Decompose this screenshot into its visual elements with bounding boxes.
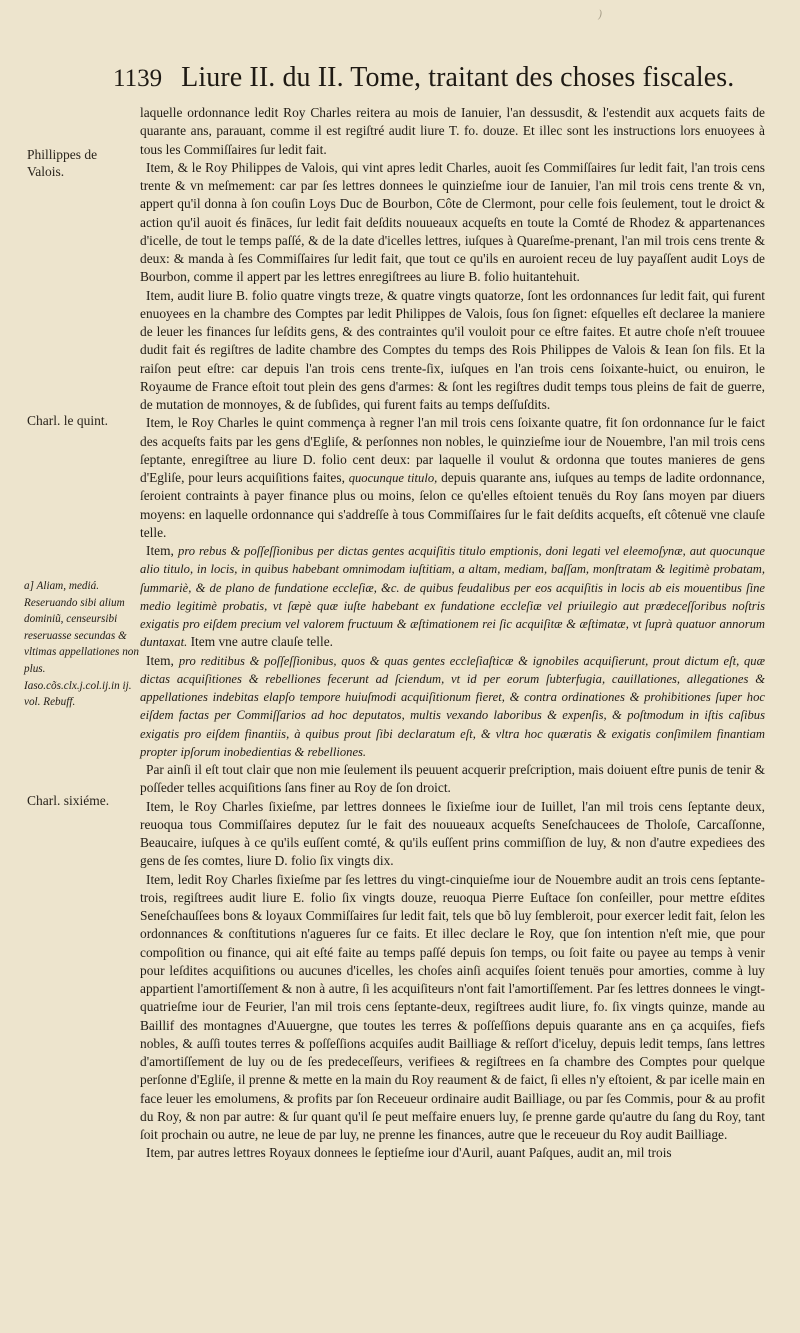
paragraph-9	[140, 871, 765, 1145]
paragraph-10-text: par autres lettres Royaux donnees le ſeptieſme iour d'Auril, auant Paſques, audit an, mil trois	[177, 1145, 672, 1161]
main-text-block	[140, 104, 765, 1163]
paragraph-4-end: depuis quarante ans, iuſques au temps de ladite ordonnance, ſeroient contraints à payer finance plus ou moins, ſelon ce qu'elles eſtoient tenuës du Roy ſans moyen par diuers moyens: en laquelle ordonnance qui s'addreſſe à tous Commiſſaires ſur le fait deſdits acqueſts, eſt côtenuë vne clauſe telle.	[140, 470, 765, 540]
paragraph-5-end: Item vne autre clauſe telle.	[190, 634, 333, 650]
paragraph-6	[140, 652, 765, 762]
running-header	[113, 62, 763, 102]
paragraph-9-text: ledit Roy Charles ſixieſme par ſes lettres du vingt-cinquieſme iour de Nouembre audit an trois cens ſeptante-trois, regiſtrees audit liure E. folio ſix vingts douze, reuoqua Pierre Euſtace ſon conſeiller, pour mettre eſdites Seneſchauſſees bons & loyaux Commiſſaires ſur ledit fait, tels que bõ luy ſembleroit, pour exercer ledit fait, ſelon les ordonnances & conſtitutions n'agueres ſur ce faits. Et illec declare le Roy, que ſon intention n'eſt mie, que pour compoſition ou finance, qui ait eſté faite au temps paſſé depuis ſon temps, ou ſoit faite ou payee au temps à venir pour leſdites acquiſitions ou aucunes d'icelles, les choſes ainſi acquiſes ſoient tenuës pour amorties, comme à luy appartient l'amortiſſement & non à autre, ſi les acquiſiteurs n'ont fait l'amortiſſement. Par ſes lettres donnees le vingt-quatrieſme iour de Feurier, l'an mil trois cens ſeptante-deux, regiſtrees audit liure, fo. ſix vingts quinze, mande au Baillif des montagnes d'Auuergne, que toutes les terres & poſſeſſions depuis quarante ans en ça acquiſes, fiefs nobles, & auſſi toutes terres & poſſeſſions acquiſes audit Bailliage & reſſort d'iceluy, depuis ledit temps, ſans lettres d'amortiſſement de luy ou de ſes predeceſſeurs, verifiees & regiſtrees en ſa chambre des Comptes pour quelque perſonne d'Egliſe, il prenne & mette en la main du Roy reaument & de faict, ſi elles n'y eſtoient, & par icelle main en face leuer les emolumens, & profits par ſon Receueur ordinaire audit Bailliage, ou par ſes Commis, pour & au profit du Roy, & non par autre: & ſur quant qu'il ſe peut meſfaire enuers luy, ſe prenne garde qu'autre du ſang du Roy, tant ſoit prochain ou autre, ne leue de par luy, ne prenne les finances, autre que le receueur du Roy audit Bailliage.	[140, 871, 765, 1142]
item-lead: Item,	[146, 652, 174, 668]
item-lead: Item,	[146, 871, 174, 887]
paragraph-10	[140, 1144, 765, 1162]
paragraph-4	[140, 414, 765, 542]
paragraph-8-text: le Roy Charles ſixieſme, par lettres donnees le ſixieſme iour de Iuillet, l'an mil trois cens ſeptante deux, reuoqua tous Commiſſaires deputez ſur le fait des nouueaux acqueſts Seneſchaucees de Tholoſe, Carcaſſonne, Beaucaire, iuſques à ce qu'ils euſſent comté, & qu'ils euſſent prins commiſſion de luy, & non d'autre expediees des gens de ſes comtes, liure D. folio ſix vingts dix.	[140, 798, 765, 869]
item-lead: Item,	[146, 287, 174, 303]
paragraph-3	[140, 287, 765, 415]
pencil-mark: )	[598, 8, 603, 21]
item-lead: Item,	[146, 543, 174, 558]
latin-clause-1: pro rebus & poſſeſſionibus per dictas gentes acquiſitis titulo emptionis, doni legati vel eleemoſynæ, aut quocunque alio titulo, in locis, in quibus habebant omnimodam iuſtitiam, a altam, mediam, baſſam, monſtratam & legitimè probatam, ſummariè, & de plano de fundatione eccleſiæ, &c. de quibus feudalibus per eos acquiſitis in locis ab eis mouentibus ſine medio legitimè probatis, vt ſæpè quæ iuſte habebant ex fundatione eccleſiæ vel priuilegio aut prædeceſſoribus noſtris exigatis pro eiſdem precium vel valorem fructuum & æſtimationem rei ſic acquiſitæ & æſtimatæ, vt ſuprà quatuor annorum duntaxat.	[140, 544, 765, 650]
paragraph-8	[140, 798, 765, 871]
paragraph-2-text: & le Roy Philippes de Valois, qui vint apres ledit Charles, auoit ſes Commiſſaires ſur ledit fait, l'an trois cens trente & vn meſmement: car par ſes lettres donnees le quinzieſme iour de Ianuier, l'an mil trois cens trente & vn, appert qu'il donna à ſon couſin Loys Duc de Bourbon, Côte de Clermont, pour celle fois ſeulement, tout le droict & action qu'il auoit és fināces, ſur ledit fait deſdits nouueaux acqueſts en toute la Comté de Rhodez & appartenances d'icelle, de tout le temps paſſé, & de la date d'icelles lettres, iuſques à Quareſme-prenant, l'an mil trois cens trente & deux: & manda à ſes Commiſſaires ſur ledit fait, que tout ce qu'ils en auroient receu de luy payaſſent audit Loys de Bourbon, comme il appert par les lettres enregiſtrees au liure B. folio huitantehuit.	[140, 159, 765, 285]
folio-number: 1139	[113, 65, 163, 92]
latin-quote: quocunque titulo,	[348, 471, 438, 485]
paragraph-3-text: audit liure B. folio quatre vingts treze, & quatre vingts quatorze, ſont les ordonnances ſur ledit fait, qui furent enuoyees en la chambre des Comptes par ledit Philippes de Valois, ſous ſon ſignet: eſquelles eſt declaree la maniere de leuer les finances ſur leſdits gens, & des contraintes qu'il vouloit pour ce eſtre faites. Et autre choſe n'eſt trouuee dudit fait és regiſtres de ladite chambre des Comptes du temps des Rois Philippes de Valois & Iean ſon fils. Et la raiſon peut eſtre: car depuis l'an trois cens trente-ſix, iuſques en l'an trois cens ſoixante-huict, ou enuiron, le Royaume de France eſtoit tout plein des gens d'armes: & ſont les regiſtres dudit temps tous pleins de fait de guerre, de mutation de monnoyes, & de ſubſides, qui furent faits au temps deſſuſdits.	[140, 287, 765, 412]
margin-note-aliam: a] Aliam, mediá. Reseruando sibi alium dominiũ, censeursibi reseruasse secundas & vltimas appellationes non plus. Iaso.cõs.clx.j.col.ij.in ij. vol. Rebuff.	[24, 580, 139, 709]
latin-clause-2: pro reditibus & poſſeſſionibus, quos & quas gentes eccleſiaſticæ & ignobiles acquiſierunt, prout dictum eſt, quæ dictas acquiſitiones & rebelliones fecerunt ad ſciendum, vt id per eorum ſubterfugia, cauillationes, allegationes & appellationes indebitas elapſo tempore huiuſmodi acquiſitionum fieret, & contra ordinationes & prohibitiones ſuper hoc eiſdem factas per Commiſſarios ad hoc deputatos, multis vexando laboribus & expenſis, & poſtmodum in iſtis caſibus exigatis pro eiſdem finantiis, à quibus prout ſibi declaratum eſt, & vltra hoc quæratis & exigatis conſimilem finantiam propter ipſorum inobedientias & rebelliones.	[140, 653, 765, 759]
margin-philippes-de-valois: Phillippes de Valois.	[27, 147, 98, 179]
margin-charles-sixieme: Charl. sixiéme.	[27, 793, 110, 808]
item-lead: Item,	[146, 415, 174, 431]
paragraph-5	[140, 542, 765, 652]
item-lead: Item,	[146, 159, 174, 175]
paragraph-7: Par ainſi il eſt tout clair que non mie ſeulement ils peuuent acquerir preſcription, mais doiuent eſtre punis de tenir & poſſeder telles acquiſitions ſans finer au Roy de ſon droict.	[140, 762, 765, 796]
running-title: Liure II. du II. Tome, traitant des choses fiscales.	[181, 62, 735, 93]
paragraph-4-text: le Roy Charles le quint commença à regner l'an mil trois cens ſoixante quatre, fit ſon ordonnance ſur le faict des acqueſts faits par les gens d'Egliſe, & perſonnes non nobles, le quinzieſme iour de Nouembre, l'an mil trois cens ſeptante, enregiſtree au liure D. folio cent deux: par laquelle il voulut & ordonna que toutes manieres de gens d'Egliſe, pour leurs acquiſitions faites,	[140, 415, 765, 485]
item-lead: Item,	[146, 798, 174, 814]
paragraph-1: laquelle ordonnance ledit Roy Charles reitera au mois de Ianuier, l'an dessusdit, & l'estendit aux acquets faits de quarante ans, parauant, comme il est regiſtré audit liure T. fo. douze. Et illec sont les instructions lors enuoyees à tous les Commiſſaires ſur ledit fait.	[140, 105, 765, 157]
paragraph-2	[140, 159, 765, 287]
margin-charles-le-quint: Charl. le quint.	[27, 413, 108, 428]
item-lead: Item,	[146, 1145, 174, 1161]
